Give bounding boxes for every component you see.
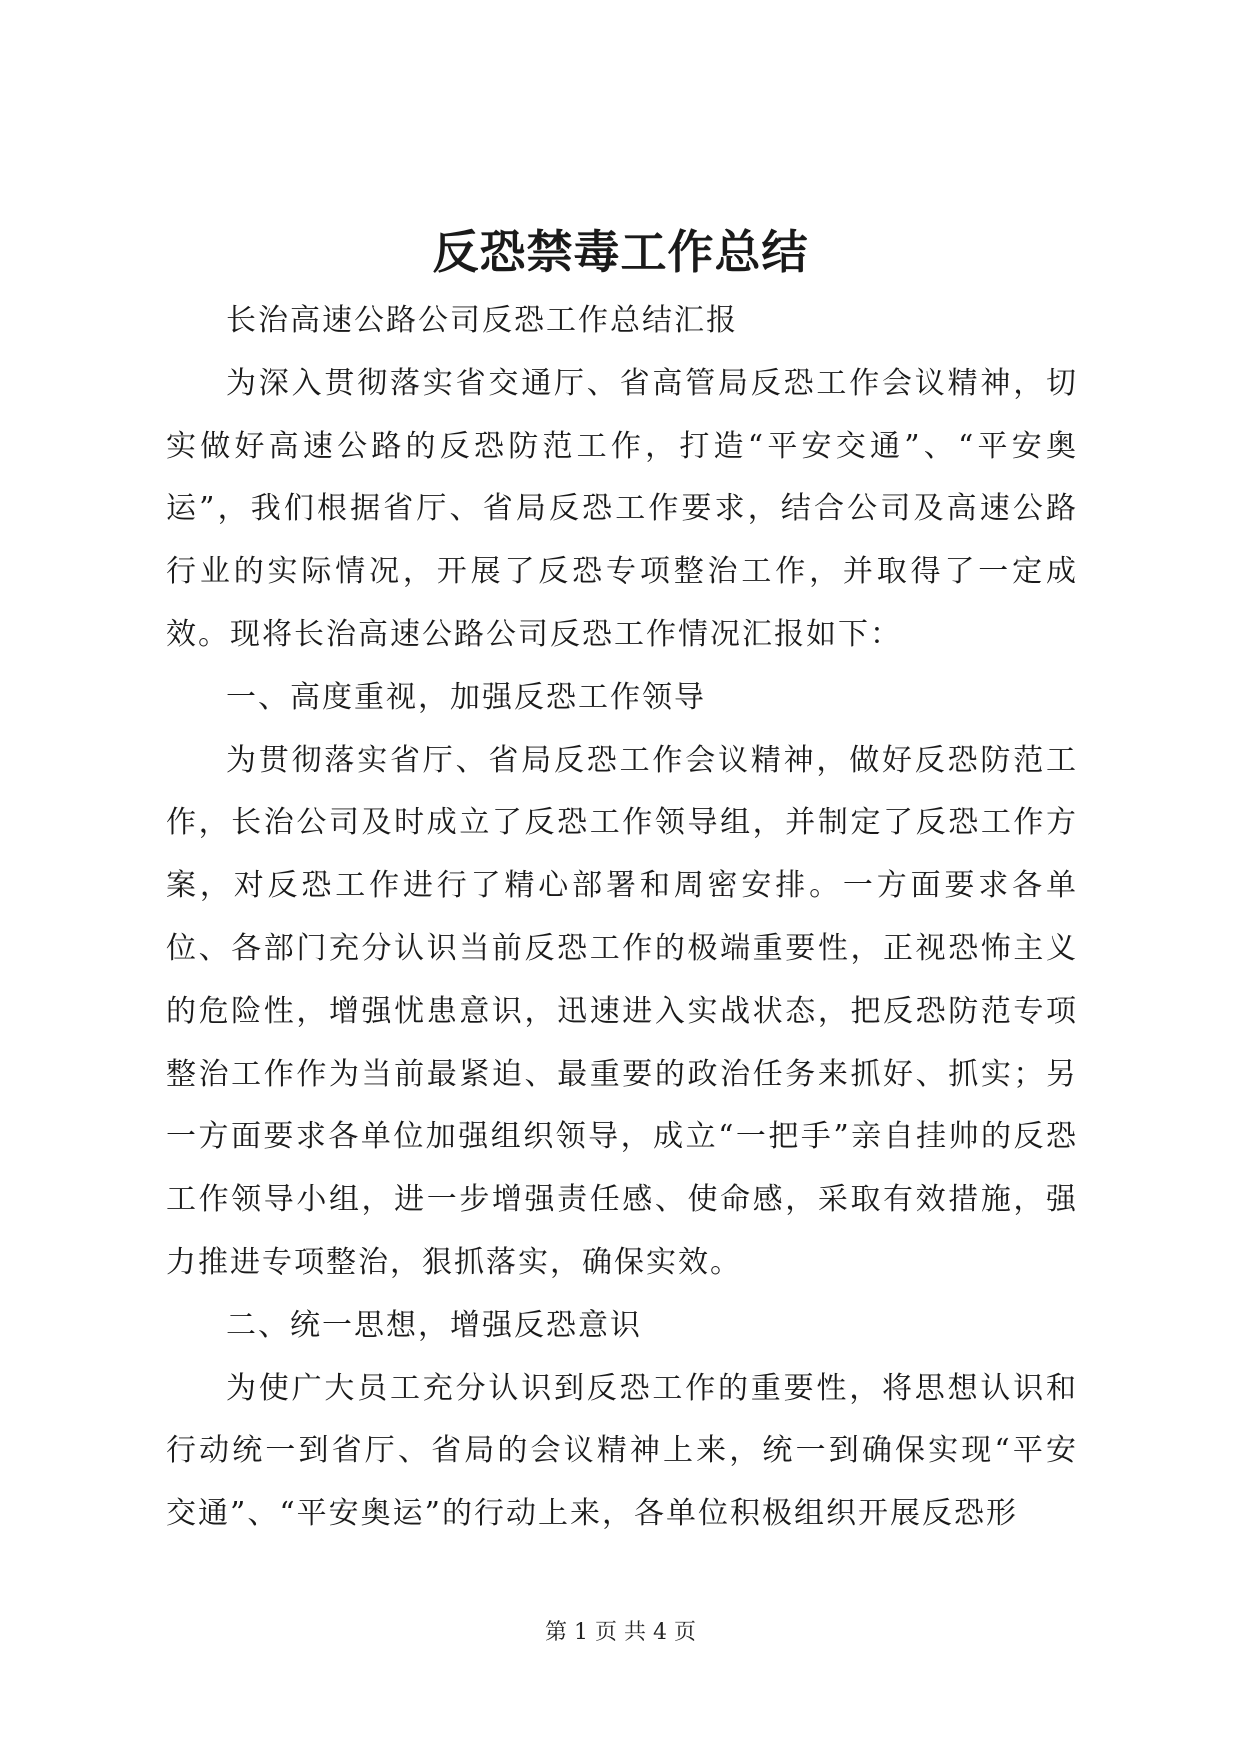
page-number-footer: 第 1 页 共 4 页 <box>545 1620 696 1645</box>
document-subtitle: 长治高速公路公司反恐工作总结汇报 <box>226 303 738 338</box>
paragraph-section-2: 为使广大员工充分认识到反恐工作的重要性，将思想认识和行动统一到省厅、省局的会议精神上来，统一到确保实现“平安交通”、“平安奥运”的行动上来，各单位积极组织开展反恐形 <box>166 1370 1078 1532</box>
paragraph-section-1: 为贯彻落实省厅、省局反恐工作会议精神，做好反恐防范工作，长治公司及时成立了反恐工作领导组，并制定了反恐工作方案，对反恐工作进行了精心部署和周密安排。一方面要求各单位、各部门充分认识当前反恐工作的极端重要性，正视恐怖主义的危险性，增强忧患意识，迅速进入实战状态，把反恐防范专项整治工作作为当前最紧迫、最重要的政治任务来抓好、抓实；另一方面要求各单位加强组织领导，成立“一把手”亲自挂帅的反恐工作领导小组，进一步增强责任感、使命感，采取有效措施，强力推进专项整治，狠抓落实，确保实效。 <box>166 742 1078 1280</box>
document-body <box>166 290 1078 1546</box>
section-heading-2: 二、统一思想，增强反恐意识 <box>226 1307 642 1343</box>
document-title: 反恐禁毒工作总结 <box>432 225 809 279</box>
paragraph-intro: 为深入贯彻落实省交通厅、省高管局反恐工作会议精神，切实做好高速公路的反恐防范工作，打造“平安交通”、“平安奥运”，我们根据省厅、省局反恐工作要求，结合公司及高速公路行业的实际情况，开展了反恐专项整治工作，并取得了一定成效。现将长治高速公路公司反恐工作情况汇报如下： <box>166 365 1078 652</box>
section-heading-1: 一、高度重视，加强反恐工作领导 <box>226 679 706 715</box>
